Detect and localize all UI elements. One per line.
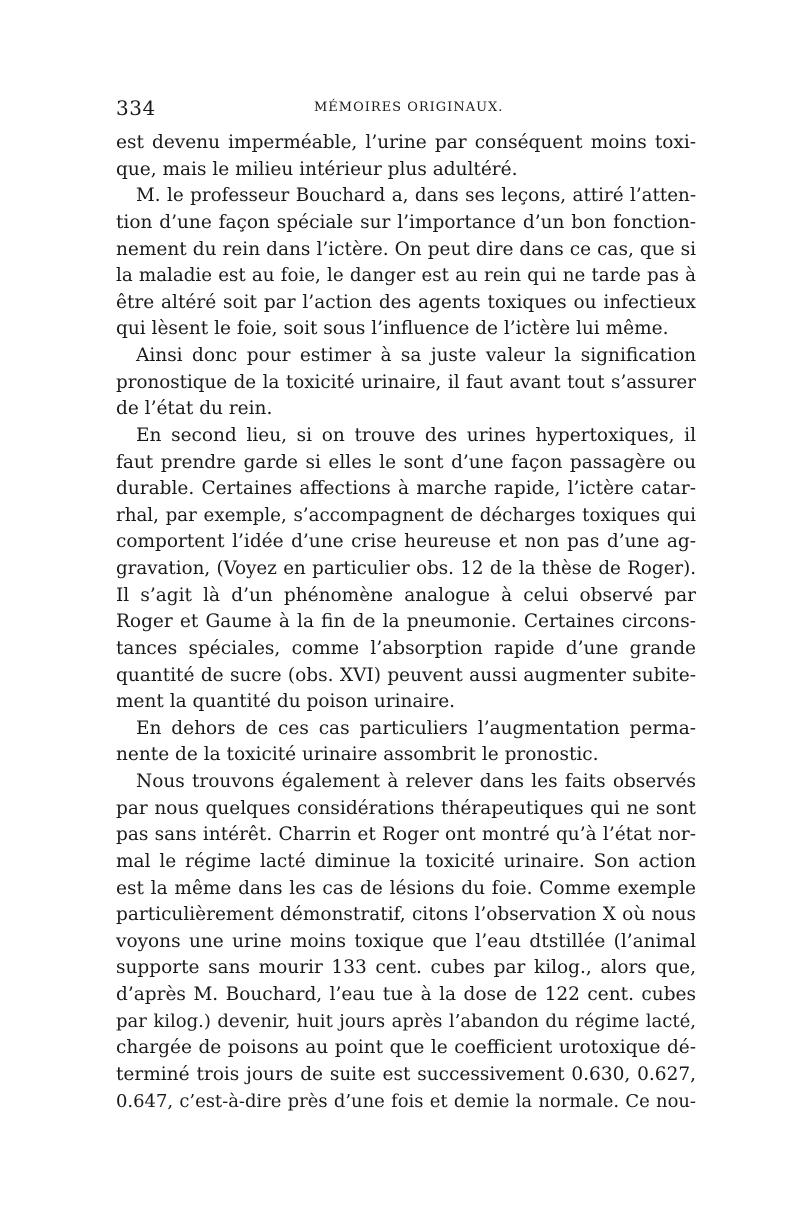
text-line: Roger et Gaume à la fin de la pneumonie. Certaines circons- — [116, 611, 696, 633]
text-line: pronostique de la toxicité urinaire, il faut avant tout s’assurer — [116, 371, 696, 393]
text-line: M. le professeur Bouchard a, dans ses leçons, attiré l’atten- — [136, 185, 696, 207]
text-line: mal le régime lacté diminue la toxicité urinaire. Son action — [116, 850, 696, 872]
text-line: de l’état du rein. — [116, 398, 273, 420]
text-line: être altéré soit par l’action des agents toxiques ou infectieux — [116, 291, 696, 313]
text-line: faut prendre garde si elles le sont d’une façon passagère ou — [116, 451, 696, 473]
text-line: rhal, par exemple, s’accompagnent de décharges toxiques qui — [116, 504, 696, 526]
text-line: est la même dans les cas de lésions du foie. Comme exemple — [116, 877, 696, 899]
text-line: gravation, (Voyez en particulier obs. 12 de la thèse de Roger). — [116, 558, 696, 579]
text-line: durable. Certaines affections à marche rapide, l’ictère catar- — [116, 478, 696, 500]
text-line: par kilog.) devenir, huit jours après l’abandon du régime lacté, — [116, 1010, 696, 1032]
body-text — [116, 130, 696, 1115]
text-line: Ainsi donc pour estimer à sa juste valeur la signification — [136, 345, 696, 366]
text-line: tion d’une façon spéciale sur l’importance d’un bon fonction- — [116, 211, 696, 233]
text-line: ment la quantité du poison urinaire. — [116, 691, 456, 713]
text-line: terminé trois jours de suite est successivement 0.630, 0.627, — [116, 1063, 696, 1085]
text-line: nement du rein dans l’ictère. On peut dire dans ce cas, que si — [116, 238, 696, 260]
text-line: supporte sans mourir 133 cent. cubes par kilog., alors que, — [116, 957, 696, 979]
text-line: chargée de poisons au point que le coefficient urotoxique dé- — [116, 1037, 696, 1059]
text-line: est devenu imperméable, l’urine par conséquent moins toxi- — [116, 132, 696, 153]
text-line: En second lieu, si on trouve des urines hypertoxiques, il — [136, 424, 696, 446]
text-line: nente de la toxicité urinaire assombrit le pronostic. — [116, 744, 599, 766]
text-line: qui lèsent le foie, soit sous l’influence de l’ictère lui même. — [116, 318, 669, 340]
text-line: comportent l’idée d’une crise heureuse et non pas d’une ag- — [116, 531, 696, 553]
text-line: Il s’agit là d’un phénomène analogue à celui observé par — [116, 584, 696, 606]
text-line: d’après M. Bouchard, l’eau tue à la dose de 122 cent. cubes — [116, 984, 696, 1005]
text-line: que, mais le milieu intérieur plus adultéré. — [116, 158, 518, 180]
running-title: MÉMOIRES ORIGINAUX. — [314, 100, 504, 115]
text-line: la maladie est au foie, le danger est au rein qui ne tarde pas à — [116, 265, 696, 287]
text-line: voyons une urine moins toxique que l’eau dtstillée (l’animal — [116, 930, 696, 952]
text-line: quantité de sucre (obs. XVI) peuvent aussi augmenter subite- — [116, 664, 696, 686]
text-line: particulièrement démonstratif, citons l’observation X où nous — [116, 904, 696, 926]
text-line: 0.647, c’est-à-dire près d’une fois et demie la normale. Ce nou- — [116, 1090, 696, 1112]
running-head — [116, 96, 696, 120]
text-line: tances spéciales, comme l’absorption rapide d’une grande — [116, 637, 696, 659]
page-number: 334 — [116, 96, 156, 120]
text-line: pas sans intérêt. Charrin et Roger ont montré qu’à l’état nor- — [116, 824, 696, 846]
text-line: Nous trouvons également à relever dans les faits observés — [136, 771, 696, 792]
text-line: En dehors de ces cas particuliers l’augmentation perma- — [136, 717, 696, 739]
text-line: par nous quelques considérations thérapeutiques qui ne sont — [116, 797, 696, 819]
